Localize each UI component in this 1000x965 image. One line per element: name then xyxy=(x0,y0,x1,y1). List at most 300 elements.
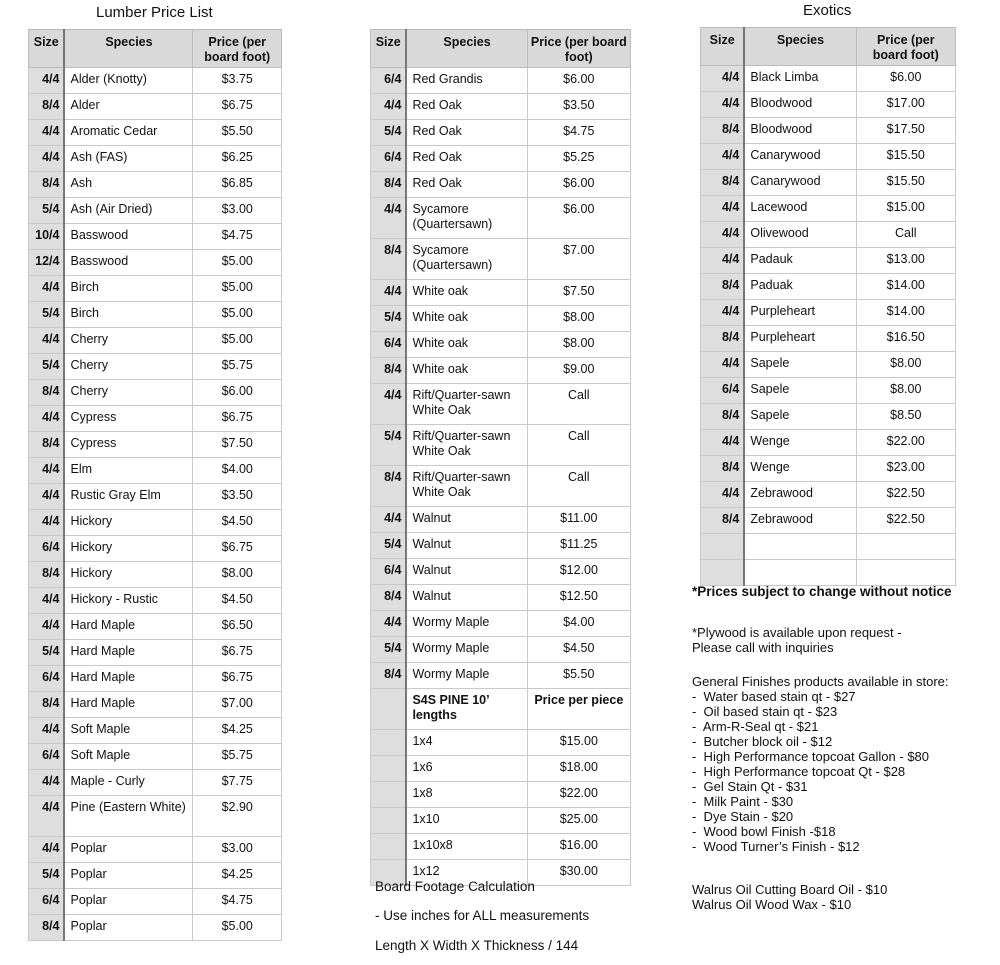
price-header: Price (per board foot) xyxy=(856,28,955,66)
size-cell: 4/4 xyxy=(29,276,65,302)
table-row xyxy=(29,328,282,354)
table-row xyxy=(701,222,956,248)
price-cell: $17.00 xyxy=(856,92,955,118)
table-row xyxy=(29,354,282,380)
price-cell: $8.00 xyxy=(527,332,630,358)
general-finishes-list xyxy=(692,689,929,854)
pine-row xyxy=(371,756,631,782)
price-cell: $8.00 xyxy=(193,562,282,588)
pine-price-cell: $15.00 xyxy=(527,730,630,756)
species-cell: Lacewood xyxy=(744,196,856,222)
size-cell: 8/4 xyxy=(371,466,407,507)
price-cell: $4.00 xyxy=(193,458,282,484)
size-header: Size xyxy=(701,28,745,66)
general-finishes-title: General Finishes products available in store: xyxy=(692,674,949,689)
size-cell: 4/4 xyxy=(29,146,65,172)
species-cell: Olivewood xyxy=(744,222,856,248)
size-cell: 8/4 xyxy=(701,508,745,534)
table-row xyxy=(371,280,631,306)
lumber-price-list-title: Lumber Price List xyxy=(96,4,213,21)
species-cell: Sycamore (Quartersawn) xyxy=(406,198,527,239)
size-cell: 8/4 xyxy=(29,432,65,458)
size-cell: 5/4 xyxy=(371,425,407,466)
price-cell: $5.00 xyxy=(193,276,282,302)
species-cell: Bloodwood xyxy=(744,92,856,118)
size-cell: 5/4 xyxy=(29,198,65,224)
price-header: Price (per board foot) xyxy=(193,30,282,68)
size-cell: 6/4 xyxy=(371,559,407,585)
finish-item: - Oil based stain qt - $23 xyxy=(692,704,838,719)
species-cell: Sapele xyxy=(744,352,856,378)
species-cell: Walnut xyxy=(406,585,527,611)
table-row xyxy=(701,560,956,586)
price-cell: $6.25 xyxy=(193,146,282,172)
table-row xyxy=(371,611,631,637)
species-cell: Paduak xyxy=(744,274,856,300)
pine-size-cell: 1x6 xyxy=(406,756,527,782)
price-cell: $4.75 xyxy=(193,889,282,915)
species-cell: Sycamore (Quartersawn) xyxy=(406,239,527,280)
table-row xyxy=(29,562,282,588)
price-cell: $6.75 xyxy=(193,666,282,692)
species-cell: Walnut xyxy=(406,533,527,559)
size-cell: 4/4 xyxy=(701,482,745,508)
table-row xyxy=(29,640,282,666)
price-cell: $5.25 xyxy=(527,146,630,172)
size-cell: 5/4 xyxy=(371,120,407,146)
price-cell: $6.75 xyxy=(193,406,282,432)
lumber-price-table xyxy=(28,29,282,941)
price-cell: $13.00 xyxy=(856,248,955,274)
species-cell: Poplar xyxy=(64,889,192,915)
price-cell: $4.50 xyxy=(193,510,282,536)
size-cell: 4/4 xyxy=(371,611,407,637)
table-row xyxy=(29,458,282,484)
price-cell: $3.00 xyxy=(193,837,282,863)
species-cell: Sapele xyxy=(744,404,856,430)
size-cell: 8/4 xyxy=(701,404,745,430)
species-cell: White oak xyxy=(406,358,527,384)
price-cell: $4.75 xyxy=(193,224,282,250)
size-cell: 8/4 xyxy=(371,663,407,689)
price-cell xyxy=(856,560,955,586)
size-cell: 4/4 xyxy=(29,484,65,510)
price-cell: $6.00 xyxy=(527,172,630,198)
size-cell: 4/4 xyxy=(29,510,65,536)
price-cell: $3.50 xyxy=(527,94,630,120)
price-cell: $6.75 xyxy=(193,536,282,562)
species-cell: Alder (Knotty) xyxy=(64,68,192,94)
species-cell: Cherry xyxy=(64,328,192,354)
pine-row xyxy=(371,782,631,808)
species-cell: Zebrawood xyxy=(744,482,856,508)
price-cell: $14.00 xyxy=(856,300,955,326)
table-row xyxy=(29,484,282,510)
table-row xyxy=(29,224,282,250)
table-row xyxy=(29,172,282,198)
size-cell: 6/4 xyxy=(29,536,65,562)
finish-item: - High Performance topcoat Gallon - $80 xyxy=(692,749,930,764)
pine-size-cell: 1x10 xyxy=(406,808,527,834)
species-cell: Pine (Eastern White) xyxy=(64,796,192,837)
finish-item: - Arm-R-Seal qt - $21 xyxy=(692,719,819,734)
price-cell: $5.50 xyxy=(527,663,630,689)
pine-size-cell: 1x4 xyxy=(406,730,527,756)
species-cell: Walnut xyxy=(406,559,527,585)
size-cell: 6/4 xyxy=(29,889,65,915)
species-cell: Rustic Gray Elm xyxy=(64,484,192,510)
table-row xyxy=(701,170,956,196)
plywood-notice: *Plywood is available upon request - Please call with inquiries xyxy=(692,625,902,655)
size-cell: 8/4 xyxy=(371,358,407,384)
table-row xyxy=(29,406,282,432)
table-row xyxy=(701,274,956,300)
size-cell: 6/4 xyxy=(371,332,407,358)
table-row xyxy=(29,837,282,863)
board-footage-formula: Length X Width X Thickness / 144 xyxy=(375,938,579,953)
pine-section-label: S4S PINE 10’ lengths xyxy=(406,689,527,730)
table-row xyxy=(371,663,631,689)
pine-price-cell: $16.00 xyxy=(527,834,630,860)
table-row xyxy=(29,276,282,302)
species-cell: Rift/Quarter-sawn White Oak xyxy=(406,384,527,425)
price-cell: $22.50 xyxy=(856,508,955,534)
size-cell: 4/4 xyxy=(29,120,65,146)
pine-row xyxy=(371,834,631,860)
species-cell: Wenge xyxy=(744,456,856,482)
table-row xyxy=(371,384,631,425)
species-cell: Hard Maple xyxy=(64,640,192,666)
species-cell: Red Oak xyxy=(406,172,527,198)
species-cell: Hickory xyxy=(64,510,192,536)
species-cell: Soft Maple xyxy=(64,744,192,770)
species-cell: Basswood xyxy=(64,224,192,250)
size-cell: 4/4 xyxy=(29,718,65,744)
table-row xyxy=(701,248,956,274)
table-row xyxy=(29,889,282,915)
table-row xyxy=(29,588,282,614)
species-header: Species xyxy=(406,30,527,68)
table-row xyxy=(29,510,282,536)
price-cell: Call xyxy=(527,425,630,466)
species-cell: Canarywood xyxy=(744,144,856,170)
species-cell: Poplar xyxy=(64,863,192,889)
table-row xyxy=(29,666,282,692)
table-row xyxy=(701,92,956,118)
species-cell: Rift/Quarter-sawn White Oak xyxy=(406,425,527,466)
price-cell: $7.50 xyxy=(193,432,282,458)
size-cell: 8/4 xyxy=(29,94,65,120)
price-cell: $12.00 xyxy=(527,559,630,585)
size-cell: 5/4 xyxy=(371,533,407,559)
table-row xyxy=(371,637,631,663)
finish-item: - Wood Turner’s Finish - $12 xyxy=(692,839,860,854)
species-cell: White oak xyxy=(406,332,527,358)
size-cell: 4/4 xyxy=(371,507,407,533)
pine-size-cell: 1x8 xyxy=(406,782,527,808)
species-cell: Birch xyxy=(64,302,192,328)
price-cell: $5.00 xyxy=(193,915,282,941)
price-cell: $7.75 xyxy=(193,770,282,796)
size-cell: 8/4 xyxy=(371,585,407,611)
pine-price-label: Price per piece xyxy=(527,689,630,730)
size-cell: 5/4 xyxy=(29,354,65,380)
pine-size-cell: 1x12 xyxy=(406,860,527,886)
price-cell: $12.50 xyxy=(527,585,630,611)
exotics-price-table xyxy=(700,27,956,586)
species-cell: Birch xyxy=(64,276,192,302)
table-row xyxy=(371,120,631,146)
table-row xyxy=(371,358,631,384)
finish-item: - Butcher block oil - $12 xyxy=(692,734,833,749)
species-cell: Cypress xyxy=(64,406,192,432)
size-cell: 4/4 xyxy=(29,406,65,432)
size-cell xyxy=(371,834,407,860)
size-cell: 5/4 xyxy=(371,306,407,332)
species-cell: Bloodwood xyxy=(744,118,856,144)
price-cell: $16.50 xyxy=(856,326,955,352)
size-cell: 5/4 xyxy=(371,637,407,663)
size-cell: 4/4 xyxy=(29,458,65,484)
size-cell: 4/4 xyxy=(701,196,745,222)
size-cell xyxy=(371,808,407,834)
size-cell: 4/4 xyxy=(371,94,407,120)
species-cell: Poplar xyxy=(64,915,192,941)
species-cell: Soft Maple xyxy=(64,718,192,744)
table-row xyxy=(701,482,956,508)
price-cell: $7.00 xyxy=(527,239,630,280)
price-cell: $6.00 xyxy=(527,68,630,94)
table-row xyxy=(371,585,631,611)
size-cell: 4/4 xyxy=(701,92,745,118)
price-header: Price (per board foot) xyxy=(527,30,630,68)
price-cell: $15.50 xyxy=(856,170,955,196)
species-cell: Red Oak xyxy=(406,146,527,172)
board-footage-title: Board Footage Calculation xyxy=(375,879,535,894)
pine-price-cell: $25.00 xyxy=(527,808,630,834)
table-row xyxy=(29,68,282,94)
species-cell: Cherry xyxy=(64,354,192,380)
price-cell: $8.00 xyxy=(527,306,630,332)
table-row xyxy=(29,718,282,744)
size-cell: 6/4 xyxy=(29,744,65,770)
finish-item: - Gel Stain Qt - $31 xyxy=(692,779,808,794)
species-cell: Ash (FAS) xyxy=(64,146,192,172)
species-cell: Ash (Air Dried) xyxy=(64,198,192,224)
price-cell: $6.85 xyxy=(193,172,282,198)
pine-price-cell: $18.00 xyxy=(527,756,630,782)
price-cell: $15.00 xyxy=(856,196,955,222)
species-cell: Hickory xyxy=(64,536,192,562)
price-cell: $5.75 xyxy=(193,744,282,770)
species-cell: Wormy Maple xyxy=(406,663,527,689)
table-row xyxy=(371,94,631,120)
table-row xyxy=(371,306,631,332)
price-cell: $11.00 xyxy=(527,507,630,533)
table-row xyxy=(29,120,282,146)
price-cell: $3.50 xyxy=(193,484,282,510)
size-cell: 6/4 xyxy=(29,666,65,692)
table-row xyxy=(371,466,631,507)
price-cell: $4.50 xyxy=(527,637,630,663)
size-cell: 4/4 xyxy=(701,66,745,92)
price-cell: $5.50 xyxy=(193,120,282,146)
price-cell: $8.50 xyxy=(856,404,955,430)
size-cell: 5/4 xyxy=(29,640,65,666)
size-cell: 8/4 xyxy=(29,915,65,941)
size-cell: 4/4 xyxy=(29,796,65,837)
species-cell: Poplar xyxy=(64,837,192,863)
species-cell: Cypress xyxy=(64,432,192,458)
size-cell: 4/4 xyxy=(701,222,745,248)
size-cell: 6/4 xyxy=(701,378,745,404)
table-row xyxy=(371,533,631,559)
species-cell: Red Grandis xyxy=(406,68,527,94)
size-cell: 8/4 xyxy=(29,692,65,718)
table-row xyxy=(701,404,956,430)
size-cell: 8/4 xyxy=(701,170,745,196)
species-cell: Purpleheart xyxy=(744,326,856,352)
size-cell: 6/4 xyxy=(371,68,407,94)
price-cell: $6.75 xyxy=(193,640,282,666)
price-cell: Call xyxy=(527,466,630,507)
table-row xyxy=(29,380,282,406)
price-cell: $23.00 xyxy=(856,456,955,482)
price-cell: $6.00 xyxy=(856,66,955,92)
species-cell: Hard Maple xyxy=(64,692,192,718)
table-row xyxy=(29,250,282,276)
size-cell xyxy=(371,782,407,808)
table-row xyxy=(701,430,956,456)
board-footage-rule: - Use inches for ALL measurements xyxy=(375,908,590,923)
species-cell: Red Oak xyxy=(406,120,527,146)
species-cell: Rift/Quarter-sawn White Oak xyxy=(406,466,527,507)
price-cell: $5.00 xyxy=(193,328,282,354)
size-cell: 4/4 xyxy=(701,352,745,378)
table-row xyxy=(701,352,956,378)
size-cell: 8/4 xyxy=(371,172,407,198)
species-cell xyxy=(744,560,856,586)
species-cell: Padauk xyxy=(744,248,856,274)
exotics-title: Exotics xyxy=(803,2,852,19)
price-cell: $6.00 xyxy=(193,380,282,406)
table-row xyxy=(701,456,956,482)
price-cell: $22.00 xyxy=(856,430,955,456)
size-cell: 10/4 xyxy=(29,224,65,250)
size-cell: 12/4 xyxy=(29,250,65,276)
table-row xyxy=(701,508,956,534)
price-cell: $6.00 xyxy=(527,198,630,239)
finish-item: - Milk Paint - $30 xyxy=(692,794,794,809)
size-header: Size xyxy=(371,30,407,68)
species-cell: White oak xyxy=(406,280,527,306)
size-cell: 4/4 xyxy=(29,328,65,354)
table-row xyxy=(29,863,282,889)
price-cell: $8.00 xyxy=(856,378,955,404)
size-cell: 8/4 xyxy=(371,239,407,280)
size-cell: 8/4 xyxy=(29,562,65,588)
species-cell: Wenge xyxy=(744,430,856,456)
species-cell: Black Limba xyxy=(744,66,856,92)
table-row xyxy=(701,326,956,352)
table-row xyxy=(701,144,956,170)
size-cell: 4/4 xyxy=(701,248,745,274)
size-cell: 4/4 xyxy=(29,770,65,796)
size-cell: 8/4 xyxy=(701,274,745,300)
size-cell: 4/4 xyxy=(701,300,745,326)
species-cell: Hard Maple xyxy=(64,614,192,640)
pine-price-cell: $30.00 xyxy=(527,860,630,886)
table-row xyxy=(29,536,282,562)
species-cell: Alder xyxy=(64,94,192,120)
size-cell: 4/4 xyxy=(29,614,65,640)
species-cell: Aromatic Cedar xyxy=(64,120,192,146)
species-cell: Zebrawood xyxy=(744,508,856,534)
size-cell: 4/4 xyxy=(29,837,65,863)
price-cell: $6.50 xyxy=(193,614,282,640)
price-cell: $4.75 xyxy=(527,120,630,146)
table-row xyxy=(371,198,631,239)
size-cell: 4/4 xyxy=(29,68,65,94)
species-cell xyxy=(744,534,856,560)
size-cell: 4/4 xyxy=(371,280,407,306)
size-cell: 4/4 xyxy=(371,384,407,425)
pine-row xyxy=(371,730,631,756)
table-row xyxy=(29,94,282,120)
size-cell xyxy=(371,756,407,782)
size-cell: 4/4 xyxy=(29,588,65,614)
species-cell: Hickory xyxy=(64,562,192,588)
species-cell: Cherry xyxy=(64,380,192,406)
price-cell: $4.25 xyxy=(193,863,282,889)
species-cell: White oak xyxy=(406,306,527,332)
price-cell: $7.00 xyxy=(193,692,282,718)
size-cell: 4/4 xyxy=(701,144,745,170)
species-cell: Hickory - Rustic xyxy=(64,588,192,614)
price-cell: $5.00 xyxy=(193,302,282,328)
size-cell: 4/4 xyxy=(371,198,407,239)
species-header: Species xyxy=(64,30,192,68)
table-row xyxy=(371,172,631,198)
species-cell: Maple - Curly xyxy=(64,770,192,796)
pine-size-cell: 1x10x8 xyxy=(406,834,527,860)
price-cell: $8.00 xyxy=(856,352,955,378)
table-row xyxy=(701,300,956,326)
size-cell: 8/4 xyxy=(701,118,745,144)
size-cell: 6/4 xyxy=(371,146,407,172)
price-cell xyxy=(856,534,955,560)
table-row xyxy=(29,146,282,172)
table-row xyxy=(371,146,631,172)
price-cell: $6.75 xyxy=(193,94,282,120)
table-row xyxy=(29,432,282,458)
finish-item: - High Performance topcoat Qt - $28 xyxy=(692,764,906,779)
walrus-oil-cutting-board: Walrus Oil Cutting Board Oil - $10 xyxy=(692,882,888,897)
table-row xyxy=(29,915,282,941)
price-cell: $11.25 xyxy=(527,533,630,559)
price-cell: $4.25 xyxy=(193,718,282,744)
table-row xyxy=(371,68,631,94)
table-row xyxy=(29,744,282,770)
table-row xyxy=(29,796,282,837)
table-row xyxy=(29,614,282,640)
price-cell: $3.00 xyxy=(193,198,282,224)
size-cell xyxy=(371,730,407,756)
size-header: Size xyxy=(29,30,65,68)
species-cell: Ash xyxy=(64,172,192,198)
table-row xyxy=(701,118,956,144)
table-row xyxy=(371,559,631,585)
